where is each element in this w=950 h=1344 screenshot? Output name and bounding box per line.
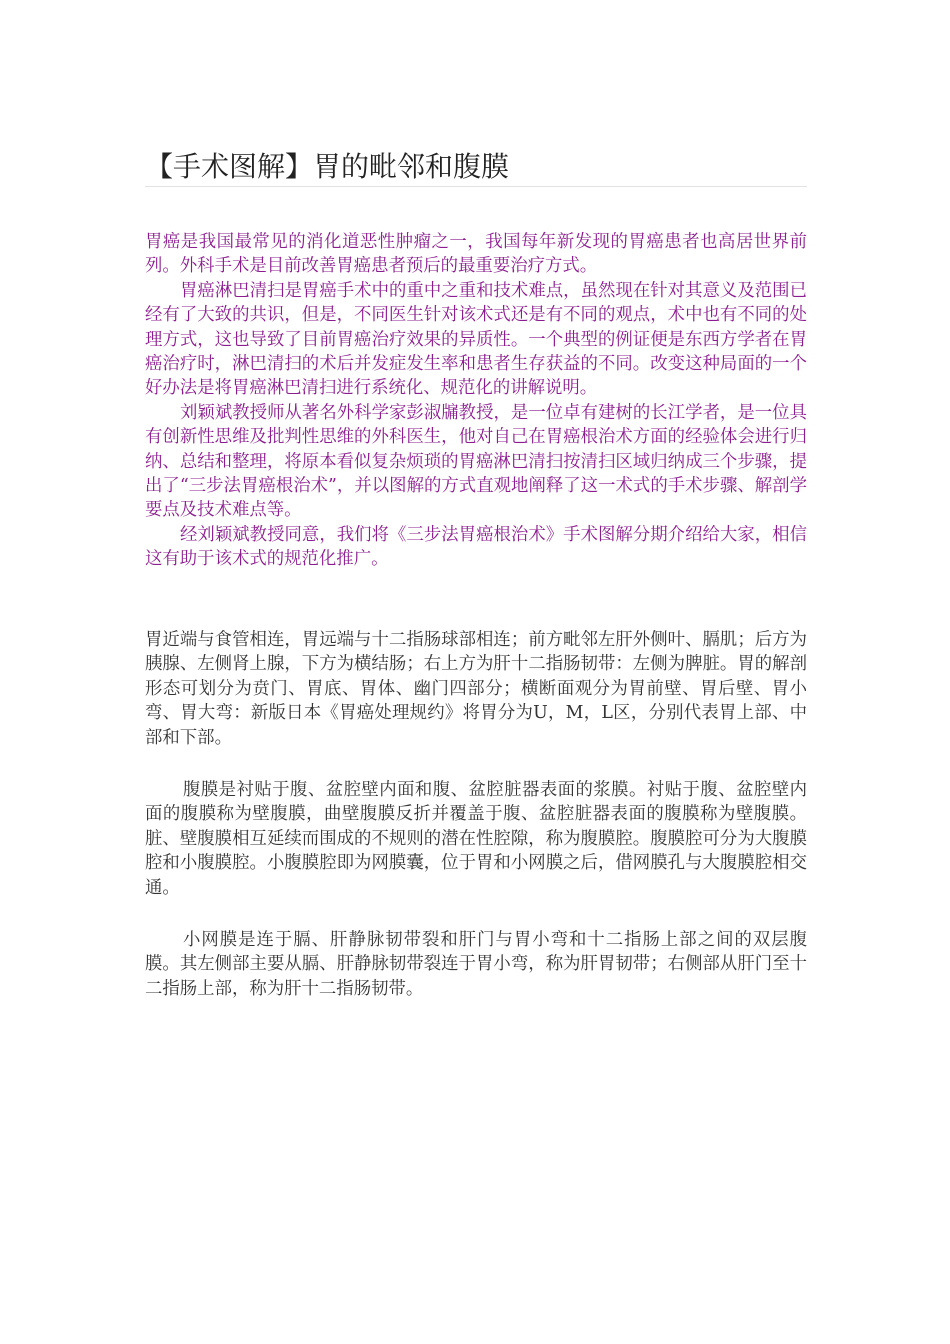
title-divider [145, 186, 807, 187]
intro-paragraph-3: 刘颖斌教授师从著名外科学家彭淑牖教授，是一位卓有建树的长江学者，是一位具有创新性思维及批判性思维的外科医生，他对自己在胃癌根治术方面的经验体会进行归纳、总结和整理，将原本看似复杂烦琐的胃癌淋巴清扫按清扫区域归纳成三个步骤，提出了“三步法胃癌根治术”，并以图解的方式直观地阐释了这一术式的手术步骤、解剖学要点及技术难点等。 [145, 402, 807, 521]
intro-block [145, 230, 807, 572]
lesser-omentum-paragraph [145, 928, 807, 1001]
intro-paragraph-1: 胃癌是我国最常见的消化道恶性肿瘤之一，我国每年新发现的胃癌患者也高居世界前列。外科手术是目前改善胃癌患者预后的最重要治疗方式。 [145, 232, 807, 277]
section-paragraph-3: 小网膜是连于膈、肝静脉韧带裂和肝门与胃小弯和十二指肠上部之间的双层腹膜。其左侧部主要从膈、肝静脉韧带裂连于胃小弯，称为肝胃韧带；右侧部从肝门至十二指肠上部，称为肝十二指肠韧带。 [145, 930, 807, 999]
peritoneum-paragraph [145, 778, 807, 900]
intro-paragraph-2: 胃癌淋巴清扫是胃癌手术中的重中之重和技术难点，虽然现在针对其意义及范围已经有了大致的共识，但是，不同医生针对该术式还是有不同的观点，术中也有不同的处理方式，这也导致了目前胃癌治疗效果的异质性。一个典型的例证便是东西方学者在胃癌治疗时，淋巴清扫的术后并发症发生率和患者生存获益的不同。改变这种局面的一个好办法是将胃癌淋巴清扫进行系统化、规范化的讲解说明。 [145, 280, 807, 399]
section-paragraph-1: 胃近端与食管相连，胃远端与十二指肠球部相连；前方毗邻左肝外侧叶、膈肌；后方为胰腺、左侧肾上腺，下方为横结肠；右上方为肝十二指肠韧带：左侧为脾脏。胃的解剖形态可划分为贲门、胃底、胃体、幽门四部分；横断面观分为胃前壁、胃后壁、胃小弯、胃大弯：新版日本《胃癌处理规约》将胃分为U，M，L区，分别代表胃上部、中部和下部。 [145, 630, 807, 748]
stomach-adjacency-paragraph [145, 628, 807, 750]
intro-paragraph-4: 经刘颖斌教授同意，我们将《三步法胃癌根治术》手术图解分期介绍给大家，相信这有助于该术式的规范化推广。 [145, 524, 807, 570]
section-paragraph-2: 腹膜是衬贴于腹、盆腔壁内面和腹、盆腔脏器表面的浆膜。衬贴于腹、盆腔壁内面的腹膜称为壁腹膜，曲壁腹膜反折并覆盖于腹、盆腔脏器表面的腹膜称为壁腹膜。脏、壁腹膜相互延续而围成的不规则的潜在性腔隙，称为腹膜腔。腹膜腔可分为大腹膜腔和小腹膜腔。小腹膜腔即为网膜囊，位于胃和小网膜之后，借网膜孔与大腹膜腔相交通。 [145, 780, 807, 898]
page-title: 【手术图解】胃的毗邻和腹膜 [145, 149, 510, 183]
